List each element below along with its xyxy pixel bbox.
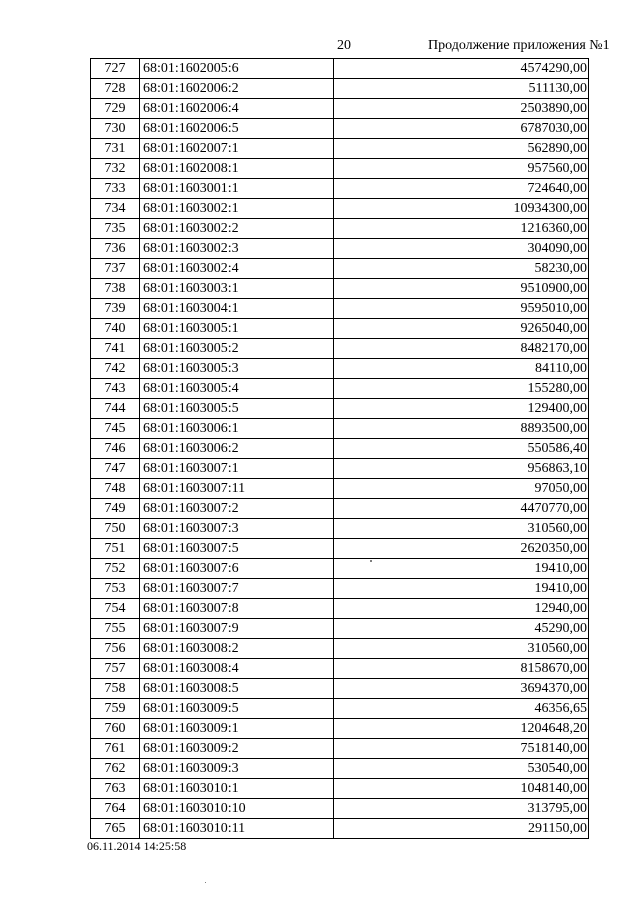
cadastral-value-cell: 58230,00 <box>334 259 589 279</box>
cadastral-number-cell: 68:01:1602006:5 <box>140 119 334 139</box>
cadastral-number-cell: 68:01:1603007:1 <box>140 459 334 479</box>
table-row <box>91 419 589 439</box>
table-row <box>91 739 589 759</box>
cadastral-number-cell: 68:01:1603005:1 <box>140 319 334 339</box>
cadastral-value-cell: 9265040,00 <box>334 319 589 339</box>
row-number-cell: 730 <box>91 119 140 139</box>
table-row <box>91 319 589 339</box>
row-number-cell: 729 <box>91 99 140 119</box>
cadastral-value-cell: 129400,00 <box>334 399 589 419</box>
table-row <box>91 539 589 559</box>
cadastral-value-cell: 8158670,00 <box>334 659 589 679</box>
cadastral-value-cell: 46356,65 <box>334 699 589 719</box>
cadastral-number-cell: 68:01:1603003:1 <box>140 279 334 299</box>
cadastral-value-cell: 550586,40 <box>334 439 589 459</box>
table-row <box>91 779 589 799</box>
cadastral-number-cell: 68:01:1602008:1 <box>140 159 334 179</box>
cadastral-value-cell: 2620350,00 <box>334 539 589 559</box>
table-row <box>91 459 589 479</box>
cadastral-number-cell: 68:01:1602006:2 <box>140 79 334 99</box>
table-row <box>91 139 589 159</box>
cadastral-value-cell: 957560,00 <box>334 159 589 179</box>
row-number-cell: 756 <box>91 639 140 659</box>
cadastral-value-cell: 511130,00 <box>334 79 589 99</box>
cadastral-number-cell: 68:01:1603009:3 <box>140 759 334 779</box>
table-row <box>91 219 589 239</box>
print-timestamp: 06.11.2014 14:25:58 <box>87 839 187 853</box>
cadastral-number-cell: 68:01:1603008:5 <box>140 679 334 699</box>
cadastral-number-cell: 68:01:1603008:4 <box>140 659 334 679</box>
row-number-cell: 733 <box>91 179 140 199</box>
table-row <box>91 619 589 639</box>
table-row <box>91 199 589 219</box>
row-number-cell: 762 <box>91 759 140 779</box>
row-number-cell: 728 <box>91 79 140 99</box>
row-number-cell: 755 <box>91 619 140 639</box>
row-number-cell: 732 <box>91 159 140 179</box>
cadastral-number-cell: 68:01:1603007:3 <box>140 519 334 539</box>
cadastral-value-cell: 310560,00 <box>334 519 589 539</box>
cadastral-value-cell: 9510900,00 <box>334 279 589 299</box>
cadastral-value-cell: 724640,00 <box>334 179 589 199</box>
table-row <box>91 259 589 279</box>
cadastral-value-cell: 84110,00 <box>334 359 589 379</box>
table-row <box>91 99 589 119</box>
cadastral-number-cell: 68:01:1603006:2 <box>140 439 334 459</box>
row-number-cell: 760 <box>91 719 140 739</box>
table-row <box>91 179 589 199</box>
cadastral-value-cell: 310560,00 <box>334 639 589 659</box>
row-number-cell: 739 <box>91 299 140 319</box>
row-number-cell: 759 <box>91 699 140 719</box>
row-number-cell: 752 <box>91 559 140 579</box>
cadastral-number-cell: 68:01:1603001:1 <box>140 179 334 199</box>
appendix-continuation-note: Продолжение приложения №1 <box>428 38 610 53</box>
row-number-cell: 749 <box>91 499 140 519</box>
cadastral-value-cell: 304090,00 <box>334 239 589 259</box>
row-number-cell: 736 <box>91 239 140 259</box>
row-number-cell: 746 <box>91 439 140 459</box>
table-row <box>91 299 589 319</box>
cadastral-value-cell: 3694370,00 <box>334 679 589 699</box>
cadastral-value-cell: 45290,00 <box>334 619 589 639</box>
table-row <box>91 159 589 179</box>
table-row <box>91 759 589 779</box>
cadastral-value-cell: 2503890,00 <box>334 99 589 119</box>
table-row <box>91 499 589 519</box>
cadastral-number-cell: 68:01:1603007:6 <box>140 559 334 579</box>
cadastral-value-cell: 956863,10 <box>334 459 589 479</box>
table-body <box>91 59 589 839</box>
cadastral-value-cell: 19410,00 <box>334 579 589 599</box>
cadastral-value-cell: 313795,00 <box>334 799 589 819</box>
table-row <box>91 479 589 499</box>
cadastral-number-cell: 68:01:1603005:4 <box>140 379 334 399</box>
cadastral-value-cell: 6787030,00 <box>334 119 589 139</box>
cadastral-number-cell: 68:01:1603007:2 <box>140 499 334 519</box>
cadastral-value-cell: 8893500,00 <box>334 419 589 439</box>
table-row <box>91 579 589 599</box>
table-row <box>91 659 589 679</box>
cadastral-value-cell: 19410,00 <box>334 559 589 579</box>
cadastral-value-cell: 530540,00 <box>334 759 589 779</box>
table-row <box>91 79 589 99</box>
table-row <box>91 59 589 79</box>
cadastral-value-cell: 9595010,00 <box>334 299 589 319</box>
cadastral-value-cell: 97050,00 <box>334 479 589 499</box>
cadastral-number-cell: 68:01:1603005:5 <box>140 399 334 419</box>
cadastral-number-cell: 68:01:1602006:4 <box>140 99 334 119</box>
cadastral-number-cell: 68:01:1603002:1 <box>140 199 334 219</box>
cadastral-number-cell: 68:01:1603002:2 <box>140 219 334 239</box>
cadastral-number-cell: 68:01:1603009:1 <box>140 719 334 739</box>
table-row <box>91 679 589 699</box>
cadastral-number-cell: 68:01:1603009:2 <box>140 739 334 759</box>
row-number-cell: 737 <box>91 259 140 279</box>
cadastral-value-cell: 1048140,00 <box>334 779 589 799</box>
row-number-cell: 735 <box>91 219 140 239</box>
table-row <box>91 719 589 739</box>
row-number-cell: 742 <box>91 359 140 379</box>
row-number-cell: 734 <box>91 199 140 219</box>
cadastral-value-cell: 1216360,00 <box>334 219 589 239</box>
row-number-cell: 738 <box>91 279 140 299</box>
cadastral-value-cell: 4470770,00 <box>334 499 589 519</box>
scan-speck <box>370 560 372 562</box>
table-row <box>91 399 589 419</box>
row-number-cell: 727 <box>91 59 140 79</box>
row-number-cell: 744 <box>91 399 140 419</box>
cadastral-number-cell: 68:01:1603004:1 <box>140 299 334 319</box>
table-row <box>91 819 589 839</box>
cadastral-value-cell: 10934300,00 <box>334 199 589 219</box>
table-row <box>91 799 589 819</box>
row-number-cell: 741 <box>91 339 140 359</box>
scan-speck <box>205 882 206 883</box>
cadastral-number-cell: 68:01:1603009:5 <box>140 699 334 719</box>
table-row <box>91 379 589 399</box>
cadastral-number-cell: 68:01:1603010:10 <box>140 799 334 819</box>
cadastral-number-cell: 68:01:1603007:7 <box>140 579 334 599</box>
table-row <box>91 639 589 659</box>
table-row <box>91 599 589 619</box>
table-row <box>91 559 589 579</box>
table-row <box>91 119 589 139</box>
table-row <box>91 699 589 719</box>
row-number-cell: 747 <box>91 459 140 479</box>
row-number-cell: 731 <box>91 139 140 159</box>
row-number-cell: 753 <box>91 579 140 599</box>
cadastral-value-cell: 291150,00 <box>334 819 589 839</box>
page-number: 20 <box>337 38 351 53</box>
cadastral-number-cell: 68:01:1603008:2 <box>140 639 334 659</box>
table-row <box>91 359 589 379</box>
cadastral-value-cell: 1204648,20 <box>334 719 589 739</box>
cadastral-number-cell: 68:01:1603006:1 <box>140 419 334 439</box>
cadastral-number-cell: 68:01:1603002:3 <box>140 239 334 259</box>
cadastral-number-cell: 68:01:1603010:11 <box>140 819 334 839</box>
table-row <box>91 239 589 259</box>
row-number-cell: 740 <box>91 319 140 339</box>
cadastral-number-cell: 68:01:1603002:4 <box>140 259 334 279</box>
table-row <box>91 519 589 539</box>
cadastral-number-cell: 68:01:1603007:11 <box>140 479 334 499</box>
table-row <box>91 339 589 359</box>
cadastral-value-table <box>90 58 589 839</box>
cadastral-number-cell: 68:01:1603010:1 <box>140 779 334 799</box>
row-number-cell: 764 <box>91 799 140 819</box>
cadastral-number-cell: 68:01:1603007:9 <box>140 619 334 639</box>
row-number-cell: 745 <box>91 419 140 439</box>
cadastral-number-cell: 68:01:1603005:2 <box>140 339 334 359</box>
table-row <box>91 279 589 299</box>
row-number-cell: 750 <box>91 519 140 539</box>
cadastral-number-cell: 68:01:1603007:8 <box>140 599 334 619</box>
cadastral-value-cell: 562890,00 <box>334 139 589 159</box>
cadastral-number-cell: 68:01:1602005:6 <box>140 59 334 79</box>
cadastral-number-cell: 68:01:1602007:1 <box>140 139 334 159</box>
row-number-cell: 761 <box>91 739 140 759</box>
table-row <box>91 439 589 459</box>
cadastral-number-cell: 68:01:1603005:3 <box>140 359 334 379</box>
row-number-cell: 743 <box>91 379 140 399</box>
cadastral-number-cell: 68:01:1603007:5 <box>140 539 334 559</box>
cadastral-value-cell: 4574290,00 <box>334 59 589 79</box>
row-number-cell: 754 <box>91 599 140 619</box>
cadastral-value-cell: 8482170,00 <box>334 339 589 359</box>
cadastral-value-cell: 12940,00 <box>334 599 589 619</box>
row-number-cell: 763 <box>91 779 140 799</box>
cadastral-value-cell: 155280,00 <box>334 379 589 399</box>
row-number-cell: 748 <box>91 479 140 499</box>
row-number-cell: 758 <box>91 679 140 699</box>
row-number-cell: 751 <box>91 539 140 559</box>
cadastral-value-cell: 7518140,00 <box>334 739 589 759</box>
row-number-cell: 765 <box>91 819 140 839</box>
row-number-cell: 757 <box>91 659 140 679</box>
